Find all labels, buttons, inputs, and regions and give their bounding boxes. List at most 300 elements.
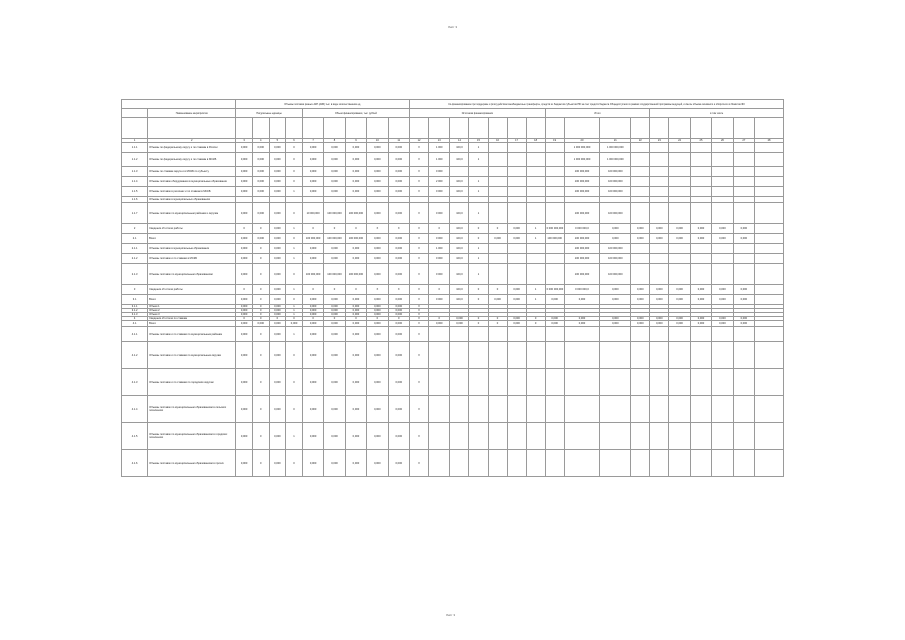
table-cell: 0,000 — [388, 369, 409, 396]
table-cell — [600, 423, 631, 450]
table-cell: 0,000 — [450, 321, 469, 327]
table-cell: X — [410, 203, 429, 224]
table-cell — [650, 369, 669, 396]
table-cell — [526, 187, 545, 197]
table-cell: X — [367, 285, 388, 295]
table-cell: 0,000 — [345, 309, 366, 313]
row-name: Объемы поставок по муниципальным образованиям в сельских поселениях — [148, 396, 236, 423]
table-cell — [526, 203, 545, 224]
table-cell: 0 — [236, 317, 253, 321]
table-cell: 0,000 — [545, 317, 564, 321]
table-cell: 1 000 000,000 — [564, 153, 600, 167]
table-cell: 0 — [286, 153, 303, 167]
table-cell — [631, 450, 650, 477]
table-cell — [650, 203, 669, 224]
column-header-cell — [669, 118, 690, 139]
table-cell: 0 — [345, 224, 366, 234]
table-cell — [507, 203, 526, 224]
table-cell: 1 000 — [429, 153, 450, 167]
table-cell: 0,000 — [236, 153, 253, 167]
table-cell — [733, 167, 754, 177]
table-cell — [545, 396, 564, 423]
table-cell — [650, 167, 669, 177]
table-cell: 1 — [469, 153, 488, 167]
table-cell — [545, 342, 564, 369]
table-cell — [712, 203, 733, 224]
table-cell — [733, 244, 754, 254]
row-number: 1.1.3 — [122, 167, 148, 177]
table-cell: 100,0 — [450, 153, 469, 167]
table-cell — [650, 244, 669, 254]
table-cell — [450, 342, 469, 369]
table-row — [122, 423, 784, 450]
table-cell — [600, 342, 631, 369]
table-cell — [755, 327, 784, 342]
table-cell: 0,000 — [450, 317, 469, 321]
table-cell: 0 — [469, 317, 488, 321]
table-cell — [450, 396, 469, 423]
table-cell — [469, 396, 488, 423]
table-cell — [488, 327, 507, 342]
column-header-cell — [345, 118, 366, 139]
table-cell — [755, 369, 784, 396]
top-page-mark: Лист 3 — [448, 25, 458, 29]
table-cell — [669, 327, 690, 342]
table-cell: 0,000 — [388, 423, 409, 450]
table-cell: 0,000 — [388, 313, 409, 317]
table-cell — [526, 177, 545, 187]
row-number: 1.1.5 — [122, 187, 148, 197]
table-cell: 1 — [526, 224, 545, 234]
table-cell: 0,000 — [236, 342, 253, 369]
table-cell: 0,000 — [252, 187, 269, 197]
table-cell: 0,000 — [324, 369, 345, 396]
table-cell — [733, 187, 754, 197]
table-cell: 100,0 — [450, 295, 469, 305]
table-cell: 0,000 — [367, 450, 388, 477]
table-cell — [755, 167, 784, 177]
row-name: Объемы по федеральному округу и по ставкам в России — [148, 143, 236, 153]
table-cell: 1 — [286, 187, 303, 197]
row-number: 1.1.7 — [122, 203, 148, 224]
row-name: Объемы поставок в регионах и по ставкам в МСКБ — [148, 187, 236, 197]
table-cell — [469, 369, 488, 396]
table-cell: X — [410, 327, 429, 342]
table-cell — [545, 177, 564, 187]
table-cell: 0 — [252, 313, 269, 317]
table-cell: 0 000 000,000 — [545, 224, 564, 234]
table-cell: 0,000 — [733, 285, 754, 295]
table-cell — [669, 450, 690, 477]
table-cell: 0,000 — [733, 295, 754, 305]
table-cell: 0,000 — [345, 177, 366, 187]
table-cell: 0 000 — [429, 254, 450, 264]
table-cell: 0,000 — [367, 342, 388, 369]
table-cell — [712, 396, 733, 423]
column-number-cell: 6 — [286, 139, 303, 143]
table-cell — [429, 369, 450, 396]
table-cell: 0 — [286, 295, 303, 305]
table-cell — [631, 369, 650, 396]
table-cell: 100 000,000 — [600, 264, 631, 285]
table-cell: 0,000 — [388, 309, 409, 313]
table-cell: 0,000 — [269, 321, 286, 327]
column-number-cell: 8 — [324, 139, 345, 143]
row-number: 1.1.4 — [122, 177, 148, 187]
table-cell: X — [410, 313, 429, 317]
table-cell: 0,000 — [345, 313, 366, 317]
table-cell — [755, 187, 784, 197]
table-cell: 0,000 — [269, 167, 286, 177]
table-cell: 0,000 — [236, 369, 253, 396]
table-cell: 100 000,000 — [345, 203, 366, 224]
table-cell — [755, 153, 784, 167]
table-cell: 0,000 — [650, 317, 669, 321]
row-name: Всего — [148, 234, 236, 244]
table-cell — [669, 244, 690, 254]
row-name: Объем 2 — [148, 309, 236, 313]
table-cell: 0,000 — [712, 317, 733, 321]
table-cell: 0 000 — [429, 187, 450, 197]
table-cell: 0,000 — [345, 167, 366, 177]
table-cell — [650, 264, 669, 285]
subheader-name: Наименование мероприятия — [148, 109, 236, 118]
table-cell: 0,000 — [252, 177, 269, 187]
column-header-cell — [450, 118, 469, 139]
table-cell — [755, 234, 784, 244]
table-cell: 0,000 — [388, 264, 409, 285]
column-number-cell: 9 — [345, 139, 366, 143]
table-cell: 0 — [252, 295, 269, 305]
table-cell — [488, 143, 507, 153]
table-cell: 0,000 — [269, 187, 286, 197]
table-cell: 0,000 — [252, 167, 269, 177]
table-cell: 0,000 — [388, 203, 409, 224]
table-cell: 100,0 — [450, 234, 469, 244]
table-cell: 0,000 — [712, 295, 733, 305]
table-cell — [545, 423, 564, 450]
table-cell: 0,000 — [236, 295, 253, 305]
table-cell — [733, 396, 754, 423]
column-number-cell: 4 — [252, 139, 269, 143]
table-cell: 0,000 — [690, 321, 711, 327]
table-cell — [650, 423, 669, 450]
table-cell — [631, 254, 650, 264]
table-cell — [450, 369, 469, 396]
row-number: 3.1.3 — [122, 313, 148, 317]
table-cell: 0,000 — [388, 177, 409, 187]
table-cell — [650, 177, 669, 187]
table-cell — [690, 423, 711, 450]
table-cell: 0,000 — [545, 295, 564, 305]
column-header-cell — [600, 118, 631, 139]
table-cell — [733, 369, 754, 396]
table-cell: 0,000 — [388, 295, 409, 305]
table-cell: 0,000 — [388, 153, 409, 167]
table-row — [122, 234, 784, 244]
row-name: Объемы поставок и по ставкам по городским округам — [148, 369, 236, 396]
table-cell — [507, 396, 526, 423]
table-cell — [669, 143, 690, 153]
table-cell — [733, 203, 754, 224]
table-cell: 0 — [236, 224, 253, 234]
table-cell: 0,000 — [236, 143, 253, 153]
table-cell — [545, 203, 564, 224]
table-row — [122, 224, 784, 234]
table-cell: X — [410, 224, 429, 234]
table-cell: 0,000 — [236, 450, 253, 477]
row-number: 2.1.1 — [122, 244, 148, 254]
table-cell: 0,000 — [324, 295, 345, 305]
table-cell — [526, 167, 545, 177]
table-cell: 0,000 — [650, 234, 669, 244]
table-cell: 0,000 — [388, 327, 409, 342]
table-cell — [469, 450, 488, 477]
row-name: Объемы поставок по муниципальным образованиям в прочих — [148, 450, 236, 477]
table-cell: 0,000 — [488, 234, 507, 244]
table-cell: 0,000 — [345, 396, 366, 423]
table-cell: 0,000 — [324, 167, 345, 177]
table-cell: 0,000 — [302, 327, 323, 342]
row-number: 4.1 — [122, 321, 148, 327]
table-cell — [755, 342, 784, 369]
table-cell: 0 — [286, 317, 303, 321]
table-cell: 0 — [286, 203, 303, 224]
table-cell: X — [367, 224, 388, 234]
table-cell — [631, 396, 650, 423]
table-cell: 0,000 — [269, 234, 286, 244]
table-cell — [712, 167, 733, 177]
table-cell: 0,000 — [600, 224, 631, 234]
table-cell: 0,000 — [345, 450, 366, 477]
table-cell: 0 — [345, 317, 366, 321]
table-cell — [755, 143, 784, 153]
table-cell: 0,000 — [302, 396, 323, 423]
table-cell — [564, 396, 600, 423]
table-cell: 0 — [526, 317, 545, 321]
table-cell: X — [410, 396, 429, 423]
table-cell: 100,0 — [450, 177, 469, 187]
table-cell — [650, 450, 669, 477]
table-cell — [733, 342, 754, 369]
table-cell: 0,000 — [324, 187, 345, 197]
table-cell: 0,000 — [236, 254, 253, 264]
table-cell: 0 — [488, 224, 507, 234]
table-cell: 0,000 — [488, 295, 507, 305]
table-cell — [690, 187, 711, 197]
table-cell: 0,000 — [345, 423, 366, 450]
table-cell: 0 000 000,0 — [564, 285, 600, 295]
table-cell: X — [410, 423, 429, 450]
table-cell: 0 — [252, 244, 269, 254]
table-cell: X — [388, 285, 409, 295]
header-band-row — [122, 100, 784, 109]
table-cell — [755, 254, 784, 264]
table-cell: 0,000 — [631, 234, 650, 244]
table-cell — [545, 244, 564, 254]
table-cell: 0,000 — [324, 309, 345, 313]
table-cell — [650, 254, 669, 264]
table-cell: 0,000 — [650, 321, 669, 327]
row-name: Объемы поставок и по ставкам в МСКБ — [148, 254, 236, 264]
row-name: Объемы поставок по муниципальным образованиям — [148, 264, 236, 285]
row-number: 4 — [122, 317, 148, 321]
table-cell: 100 000,000 — [564, 244, 600, 254]
row-number: 4.1.5 — [122, 423, 148, 450]
table-cell — [733, 423, 754, 450]
table-cell: 0,000 — [690, 224, 711, 234]
table-cell: 100 000,000 — [564, 264, 600, 285]
table-cell: 100,0 — [450, 254, 469, 264]
column-number-cell: 15 — [469, 139, 488, 143]
table-cell: X — [410, 285, 429, 295]
table-cell — [507, 153, 526, 167]
table-cell — [631, 244, 650, 254]
table-cell — [712, 187, 733, 197]
table-cell — [712, 254, 733, 264]
table-cell — [488, 167, 507, 177]
column-number-cell: 2 — [148, 139, 236, 143]
table-cell — [733, 264, 754, 285]
row-name: Объем 1 — [148, 305, 236, 309]
table-cell: 0 — [252, 254, 269, 264]
table-cell: 0,000 — [388, 396, 409, 423]
table-cell: 0,000 — [429, 321, 450, 327]
table-cell — [650, 143, 669, 153]
table-cell: X — [410, 153, 429, 167]
table-cell — [712, 423, 733, 450]
table-cell: 100 000,000 — [600, 167, 631, 177]
table-cell: 0,000 — [669, 317, 690, 321]
table-cell — [526, 327, 545, 342]
table-cell — [690, 153, 711, 167]
table-cell: 1 — [286, 224, 303, 234]
table-cell: 0,000 — [252, 153, 269, 167]
table-cell: 0,000 — [302, 305, 323, 309]
column-header-cell — [367, 118, 388, 139]
table-cell: 0,000 — [269, 305, 286, 309]
column-header-cell — [755, 118, 784, 139]
table-cell — [669, 342, 690, 369]
table-cell: 0,000 — [712, 234, 733, 244]
table-cell: 0,000 — [286, 321, 303, 327]
table-cell — [669, 396, 690, 423]
table-cell: 0,000 — [388, 167, 409, 177]
table-cell: 0,000 — [367, 369, 388, 396]
table-cell — [488, 244, 507, 254]
table-cell — [669, 203, 690, 224]
table-cell — [755, 295, 784, 305]
table-cell — [690, 143, 711, 153]
table-cell — [450, 450, 469, 477]
table-cell — [690, 369, 711, 396]
table-cell: 0,000 — [388, 254, 409, 264]
table-cell — [564, 369, 600, 396]
table-cell: 0 — [286, 167, 303, 177]
table-cell: 1 — [469, 203, 488, 224]
table-cell: 0 — [286, 396, 303, 423]
table-cell: 0 — [286, 450, 303, 477]
table-cell: 0,000 — [269, 450, 286, 477]
table-cell — [488, 396, 507, 423]
table-cell: 0 — [252, 369, 269, 396]
row-name: Всего — [148, 295, 236, 305]
table-cell: 0,000 — [252, 143, 269, 153]
table-cell — [564, 342, 600, 369]
table-row — [122, 153, 784, 167]
subheader-num — [122, 109, 148, 118]
table-cell: 100 000,000 — [564, 177, 600, 187]
row-number: 2.1.2 — [122, 254, 148, 264]
row-name: Сведения об итогах по ставкам — [148, 317, 236, 321]
table-cell: 1 — [469, 264, 488, 285]
table-cell: 0 000 000,000 — [545, 285, 564, 295]
table-cell: 0 — [429, 224, 450, 234]
table-cell: X — [410, 167, 429, 177]
table-cell: 0,000 — [302, 369, 323, 396]
table-cell — [690, 450, 711, 477]
table-cell: 1 — [526, 234, 545, 244]
table-cell: 0,000 — [367, 244, 388, 254]
table-cell: 0,000 — [236, 234, 253, 244]
table-cell: X — [410, 321, 429, 327]
table-cell — [755, 450, 784, 477]
table-cell — [507, 187, 526, 197]
table-cell — [631, 203, 650, 224]
table-cell: 0,000 — [367, 313, 388, 317]
table-cell: 10 000,000 — [302, 203, 323, 224]
table-cell — [669, 187, 690, 197]
table-cell — [450, 423, 469, 450]
table-cell: 0 — [252, 224, 269, 234]
table-cell: X — [410, 264, 429, 285]
table-cell — [669, 423, 690, 450]
column-header-cell — [410, 118, 429, 139]
table-cell: 1 000 000,000 — [564, 143, 600, 153]
table-cell: 0,000 — [236, 321, 253, 327]
table-cell: 0 — [252, 317, 269, 321]
table-cell: 0,000 — [269, 313, 286, 317]
table-cell — [669, 167, 690, 177]
table-cell: 0,000 — [324, 177, 345, 187]
table-cell: 0,000 — [324, 450, 345, 477]
table-cell: 0,000 — [507, 224, 526, 234]
row-number: 4.1.1 — [122, 327, 148, 342]
table-row — [122, 187, 784, 197]
table-cell: 0,000 — [269, 153, 286, 167]
table-cell: 0,000 — [388, 143, 409, 153]
table-cell — [669, 264, 690, 285]
table-cell — [733, 177, 754, 187]
table-cell: 0,000 — [302, 143, 323, 153]
table-cell: 0,000 — [507, 285, 526, 295]
table-cell: 0,000 — [669, 234, 690, 244]
table-cell: X — [410, 254, 429, 264]
table-cell — [631, 327, 650, 342]
subheader-natural: Натуральные единицы — [236, 109, 303, 118]
column-number-cell: 23 — [650, 139, 669, 143]
table-cell: 1 000 — [429, 244, 450, 254]
table-cell — [526, 264, 545, 285]
table-cell — [526, 153, 545, 167]
table-cell: 0,000 — [269, 203, 286, 224]
table-cell — [600, 327, 631, 342]
table-cell: X — [410, 317, 429, 321]
table-cell: 1 000 000,000 — [600, 153, 631, 167]
table-cell — [429, 342, 450, 369]
table-cell: 0,000 — [236, 167, 253, 177]
table-cell — [507, 369, 526, 396]
